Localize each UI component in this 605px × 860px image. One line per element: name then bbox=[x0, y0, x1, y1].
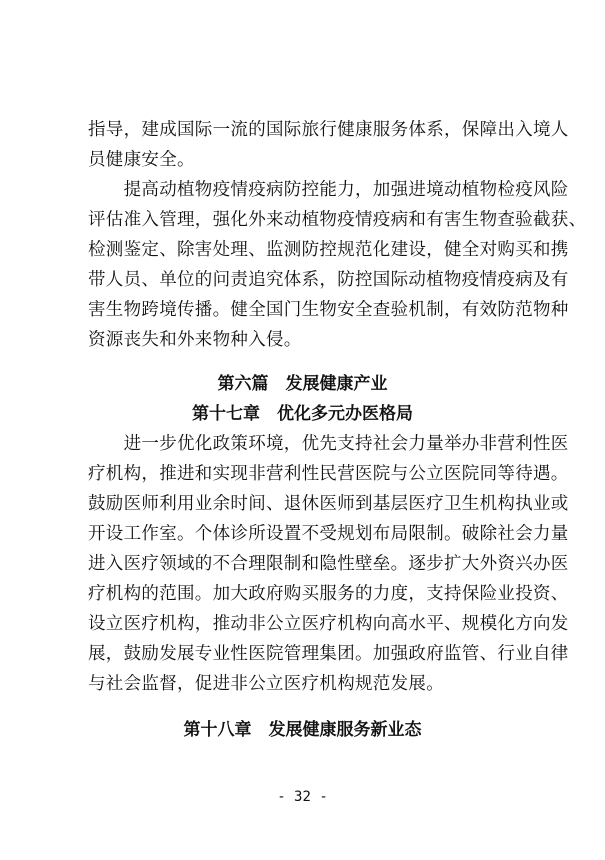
paragraph-line: 疗机构，推进和实现非营利性民营医院与公立医院同等待遇。 bbox=[88, 464, 569, 484]
paragraph-line: 进一步优化政策环境，优先支持社会力量举办非营利性医 bbox=[88, 434, 569, 454]
paragraph-line: 评估准入管理，强化外来动植物疫情疫病和有害生物查验截获、 bbox=[88, 210, 587, 230]
paragraph-line: 设立医疗机构，推动非公立医疗机构向高水平、规模化方向发 bbox=[88, 614, 569, 634]
paragraph-line: 进入医疗领域的不合理限制和隐性壁垒。逐步扩大外资兴办医 bbox=[88, 554, 569, 574]
part-heading: 第六篇 发展健康产业 bbox=[217, 374, 388, 394]
paragraph-line: 带人员、单位的问责追究体系，防控国际动植物疫情疫病及有 bbox=[88, 270, 569, 290]
paragraph-line: 鼓励医师利用业余时间、退休医师到基层医疗卫生机构执业或 bbox=[88, 494, 569, 514]
paragraph-line: 与社会监督，促进非公立医疗机构规范发展。 bbox=[88, 674, 444, 694]
chapter-heading: 第十八章 发展健康服务新业态 bbox=[183, 720, 422, 740]
paragraph-line: 疗机构的范围。加大政府购买服务的力度，支持保险业投资、 bbox=[88, 584, 569, 604]
paragraph-line: 员健康安全。 bbox=[88, 150, 195, 170]
paragraph-line: 开设工作室。个体诊所设置不受规划布局限制。破除社会力量 bbox=[88, 524, 569, 544]
paragraph-line: 害生物跨境传播。健全国门生物安全查验机制，有效防范物种 bbox=[88, 300, 569, 320]
paragraph-line: 资源丧失和外来物种入侵。 bbox=[88, 330, 302, 350]
page-number: - 32 - bbox=[277, 789, 328, 805]
paragraph-line: 检测鉴定、除害处理、监测防控规范化建设，健全对购买和携 bbox=[88, 240, 569, 260]
paragraph-line: 提高动植物疫情疫病防控能力，加强进境动植物检疫风险 bbox=[88, 180, 569, 200]
paragraph-line: 指导，建成国际一流的国际旅行健康服务体系，保障出入境人 bbox=[88, 120, 569, 140]
paragraph-line: 展，鼓励发展专业性医院管理集团。加强政府监管、行业自律 bbox=[88, 644, 569, 664]
chapter-heading: 第十七章 优化多元办医格局 bbox=[192, 404, 413, 424]
